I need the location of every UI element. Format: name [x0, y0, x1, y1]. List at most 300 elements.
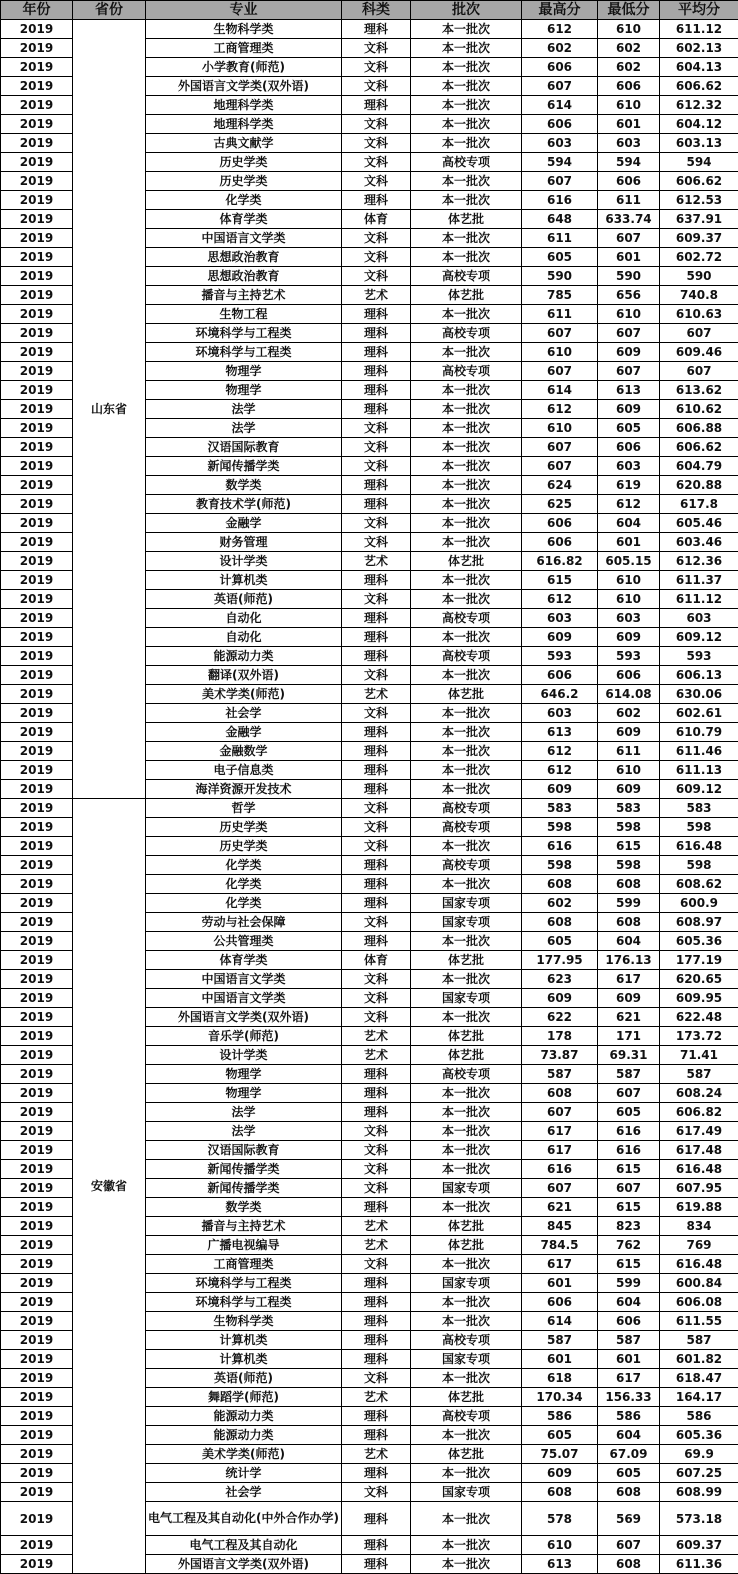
- cell-year: 2019: [1, 457, 73, 476]
- cell-category: 体育: [342, 210, 411, 229]
- cell-category: 理科: [342, 647, 411, 666]
- cell-avg-score: 619.88: [660, 1198, 738, 1217]
- cell-min-score: 617: [598, 1369, 660, 1388]
- cell-major: 公共管理类: [146, 932, 342, 951]
- cell-major: 哲学: [146, 799, 342, 818]
- cell-avg-score: 740.8: [660, 286, 738, 305]
- cell-avg-score: 583: [660, 799, 738, 818]
- cell-min-score: 612: [598, 495, 660, 514]
- cell-batch: 体艺批: [411, 685, 522, 704]
- cell-avg-score: 617.49: [660, 1122, 738, 1141]
- cell-category: 理科: [342, 932, 411, 951]
- cell-major: 思想政治教育: [146, 248, 342, 267]
- cell-batch: 本一批次: [411, 1312, 522, 1331]
- cell-max-score: 623: [522, 970, 598, 989]
- header-batch: 批次: [411, 1, 522, 20]
- cell-batch: 本一批次: [411, 1555, 522, 1574]
- cell-category: 理科: [342, 1331, 411, 1350]
- cell-avg-score: 607.95: [660, 1179, 738, 1198]
- cell-major: 物理学: [146, 362, 342, 381]
- cell-category: 理科: [342, 1103, 411, 1122]
- cell-avg-score: 605.36: [660, 932, 738, 951]
- cell-min-score: 610: [598, 571, 660, 590]
- cell-category: 理科: [342, 1502, 411, 1536]
- cell-max-score: 608: [522, 875, 598, 894]
- cell-max-score: 609: [522, 628, 598, 647]
- cell-max-score: 615: [522, 571, 598, 590]
- cell-year: 2019: [1, 381, 73, 400]
- cell-category: 理科: [342, 609, 411, 628]
- cell-batch: 本一批次: [411, 932, 522, 951]
- cell-avg-score: 609.12: [660, 780, 738, 799]
- cell-max-score: 614: [522, 381, 598, 400]
- cell-max-score: 170.34: [522, 1388, 598, 1407]
- cell-major: 思想政治教育: [146, 267, 342, 286]
- cell-min-score: 604: [598, 932, 660, 951]
- cell-avg-score: 604.79: [660, 457, 738, 476]
- cell-batch: 本一批次: [411, 628, 522, 647]
- cell-min-score: 599: [598, 1274, 660, 1293]
- cell-category: 艺术: [342, 1027, 411, 1046]
- cell-major: 音乐学(师范): [146, 1027, 342, 1046]
- cell-category: 理科: [342, 894, 411, 913]
- cell-major: 中国语言文学类: [146, 229, 342, 248]
- cell-batch: 本一批次: [411, 20, 522, 39]
- cell-major: 外国语言文学类(双外语): [146, 1008, 342, 1027]
- cell-major: 英语(师范): [146, 590, 342, 609]
- cell-category: 理科: [342, 571, 411, 590]
- cell-batch: 高校专项: [411, 362, 522, 381]
- cell-major: 生物科学类: [146, 1312, 342, 1331]
- cell-major: 电子信息类: [146, 761, 342, 780]
- cell-year: 2019: [1, 229, 73, 248]
- cell-major: 化学类: [146, 856, 342, 875]
- cell-category: 理科: [342, 400, 411, 419]
- cell-major: 化学类: [146, 894, 342, 913]
- cell-batch: 高校专项: [411, 647, 522, 666]
- cell-major: 物理学: [146, 381, 342, 400]
- cell-batch: 本一批次: [411, 666, 522, 685]
- cell-min-score: 606: [598, 1312, 660, 1331]
- cell-category: 文科: [342, 818, 411, 837]
- cell-major: 外国语言文学类(双外语): [146, 77, 342, 96]
- cell-max-score: 845: [522, 1217, 598, 1236]
- cell-major: 环境科学与工程类: [146, 1274, 342, 1293]
- cell-min-score: 611: [598, 742, 660, 761]
- cell-year: 2019: [1, 400, 73, 419]
- cell-year: 2019: [1, 1160, 73, 1179]
- cell-year: 2019: [1, 818, 73, 837]
- cell-avg-score: 600.84: [660, 1274, 738, 1293]
- cell-avg-score: 606.88: [660, 419, 738, 438]
- cell-province: 安徽省: [73, 799, 146, 1574]
- cell-major: 金融学: [146, 723, 342, 742]
- cell-min-score: 609: [598, 628, 660, 647]
- cell-batch: 本一批次: [411, 742, 522, 761]
- cell-major: 能源动力类: [146, 1426, 342, 1445]
- cell-major: 生物科学类: [146, 20, 342, 39]
- cell-category: 文科: [342, 153, 411, 172]
- cell-avg-score: 620.65: [660, 970, 738, 989]
- cell-category: 文科: [342, 438, 411, 457]
- cell-avg-score: 606.08: [660, 1293, 738, 1312]
- cell-min-score: 594: [598, 153, 660, 172]
- cell-min-score: 619: [598, 476, 660, 495]
- cell-batch: 本一批次: [411, 77, 522, 96]
- cell-major: 体育学类: [146, 210, 342, 229]
- cell-category: 艺术: [342, 1445, 411, 1464]
- cell-avg-score: 617.8: [660, 495, 738, 514]
- cell-max-score: 603: [522, 609, 598, 628]
- cell-category: 文科: [342, 1160, 411, 1179]
- cell-avg-score: 593: [660, 647, 738, 666]
- cell-major: 地理科学类: [146, 115, 342, 134]
- cell-year: 2019: [1, 191, 73, 210]
- cell-max-score: 598: [522, 856, 598, 875]
- cell-year: 2019: [1, 77, 73, 96]
- cell-year: 2019: [1, 666, 73, 685]
- cell-category: 理科: [342, 324, 411, 343]
- cell-min-score: 605: [598, 1103, 660, 1122]
- cell-year: 2019: [1, 704, 73, 723]
- cell-category: 艺术: [342, 1046, 411, 1065]
- cell-min-score: 606: [598, 666, 660, 685]
- cell-year: 2019: [1, 628, 73, 647]
- cell-min-score: 603: [598, 609, 660, 628]
- cell-batch: 本一批次: [411, 495, 522, 514]
- cell-max-score: 785: [522, 286, 598, 305]
- cell-batch: 本一批次: [411, 875, 522, 894]
- header-year: 年份: [1, 1, 73, 20]
- cell-batch: 本一批次: [411, 58, 522, 77]
- cell-max-score: 590: [522, 267, 598, 286]
- cell-batch: 本一批次: [411, 39, 522, 58]
- cell-major: 教育技术学(师范): [146, 495, 342, 514]
- cell-avg-score: 834: [660, 1217, 738, 1236]
- cell-year: 2019: [1, 1445, 73, 1464]
- cell-min-score: 609: [598, 723, 660, 742]
- cell-avg-score: 587: [660, 1065, 738, 1084]
- cell-major: 外国语言文学类(双外语): [146, 1555, 342, 1574]
- cell-batch: 体艺批: [411, 552, 522, 571]
- cell-category: 理科: [342, 761, 411, 780]
- cell-avg-score: 602.61: [660, 704, 738, 723]
- cell-category: 文科: [342, 1369, 411, 1388]
- cell-max-score: 614: [522, 96, 598, 115]
- cell-category: 理科: [342, 1407, 411, 1426]
- cell-major: 汉语国际教育: [146, 1141, 342, 1160]
- cell-major: 物理学: [146, 1084, 342, 1103]
- cell-avg-score: 600.9: [660, 894, 738, 913]
- cell-major: 统计学: [146, 1464, 342, 1483]
- cell-category: 理科: [342, 381, 411, 400]
- cell-year: 2019: [1, 1046, 73, 1065]
- cell-min-score: 603: [598, 457, 660, 476]
- cell-major: 小学教育(师范): [146, 58, 342, 77]
- header-row: [1, 1, 738, 20]
- cell-max-score: 624: [522, 476, 598, 495]
- cell-major: 法学: [146, 400, 342, 419]
- cell-batch: 国家专项: [411, 1350, 522, 1369]
- cell-min-score: 601: [598, 248, 660, 267]
- cell-year: 2019: [1, 286, 73, 305]
- cell-year: 2019: [1, 1388, 73, 1407]
- cell-avg-score: 603: [660, 609, 738, 628]
- cell-avg-score: 608.24: [660, 1084, 738, 1103]
- cell-category: 文科: [342, 666, 411, 685]
- cell-avg-score: 606.13: [660, 666, 738, 685]
- cell-max-score: 612: [522, 400, 598, 419]
- cell-min-score: 569: [598, 1502, 660, 1536]
- cell-year: 2019: [1, 1312, 73, 1331]
- cell-batch: 本一批次: [411, 172, 522, 191]
- cell-category: 文科: [342, 115, 411, 134]
- cell-major: 化学类: [146, 875, 342, 894]
- cell-max-score: 610: [522, 419, 598, 438]
- cell-batch: 国家专项: [411, 1483, 522, 1502]
- cell-avg-score: 617.48: [660, 1141, 738, 1160]
- cell-max-score: 606: [522, 533, 598, 552]
- cell-min-score: 610: [598, 590, 660, 609]
- cell-major: 历史学类: [146, 837, 342, 856]
- cell-batch: 本一批次: [411, 400, 522, 419]
- cell-max-score: 606: [522, 514, 598, 533]
- cell-batch: 体艺批: [411, 1445, 522, 1464]
- cell-major: 播音与主持艺术: [146, 286, 342, 305]
- cell-min-score: 171: [598, 1027, 660, 1046]
- cell-max-score: 586: [522, 1407, 598, 1426]
- cell-min-score: 606: [598, 77, 660, 96]
- cell-major: 社会学: [146, 704, 342, 723]
- cell-avg-score: 609.37: [660, 229, 738, 248]
- cell-year: 2019: [1, 742, 73, 761]
- cell-min-score: 608: [598, 875, 660, 894]
- cell-batch: 体艺批: [411, 1388, 522, 1407]
- cell-batch: 本一批次: [411, 514, 522, 533]
- cell-category: 理科: [342, 1198, 411, 1217]
- cell-category: 文科: [342, 77, 411, 96]
- cell-max-score: 178: [522, 1027, 598, 1046]
- cell-min-score: 598: [598, 818, 660, 837]
- cell-major: 化学类: [146, 191, 342, 210]
- cell-major: 新闻传播学类: [146, 1179, 342, 1198]
- cell-avg-score: 611.46: [660, 742, 738, 761]
- cell-min-score: 605.15: [598, 552, 660, 571]
- cell-avg-score: 586: [660, 1407, 738, 1426]
- cell-batch: 本一批次: [411, 723, 522, 742]
- cell-year: 2019: [1, 1274, 73, 1293]
- cell-max-score: 598: [522, 818, 598, 837]
- cell-min-score: 601: [598, 115, 660, 134]
- cell-year: 2019: [1, 172, 73, 191]
- cell-year: 2019: [1, 837, 73, 856]
- cell-max-score: 606: [522, 115, 598, 134]
- cell-min-score: 607: [598, 1536, 660, 1555]
- cell-batch: 体艺批: [411, 286, 522, 305]
- cell-avg-score: 611.36: [660, 1555, 738, 1574]
- cell-category: 艺术: [342, 1236, 411, 1255]
- cell-max-score: 75.07: [522, 1445, 598, 1464]
- cell-min-score: 762: [598, 1236, 660, 1255]
- cell-year: 2019: [1, 210, 73, 229]
- cell-year: 2019: [1, 552, 73, 571]
- cell-category: 文科: [342, 704, 411, 723]
- cell-year: 2019: [1, 115, 73, 134]
- cell-year: 2019: [1, 495, 73, 514]
- cell-max-score: 607: [522, 457, 598, 476]
- cell-category: 体育: [342, 951, 411, 970]
- cell-avg-score: 611.55: [660, 1312, 738, 1331]
- cell-batch: 高校专项: [411, 799, 522, 818]
- cell-batch: 高校专项: [411, 856, 522, 875]
- cell-batch: 本一批次: [411, 457, 522, 476]
- cell-batch: 体艺批: [411, 1027, 522, 1046]
- cell-max-score: 606: [522, 666, 598, 685]
- cell-category: 文科: [342, 590, 411, 609]
- cell-max-score: 607: [522, 172, 598, 191]
- cell-min-score: 607: [598, 1179, 660, 1198]
- cell-batch: 本一批次: [411, 1103, 522, 1122]
- cell-year: 2019: [1, 856, 73, 875]
- cell-category: 理科: [342, 1555, 411, 1574]
- cell-year: 2019: [1, 1464, 73, 1483]
- cell-batch: 高校专项: [411, 609, 522, 628]
- cell-max-score: 610: [522, 343, 598, 362]
- cell-category: 艺术: [342, 685, 411, 704]
- cell-max-score: 609: [522, 989, 598, 1008]
- cell-max-score: 614: [522, 1312, 598, 1331]
- cell-category: 理科: [342, 1350, 411, 1369]
- cell-major: 法学: [146, 1122, 342, 1141]
- cell-major: 播音与主持艺术: [146, 1217, 342, 1236]
- cell-max-score: 607: [522, 324, 598, 343]
- cell-max-score: 611: [522, 305, 598, 324]
- cell-batch: 本一批次: [411, 343, 522, 362]
- cell-min-score: 823: [598, 1217, 660, 1236]
- cell-year: 2019: [1, 1369, 73, 1388]
- cell-batch: 本一批次: [411, 1198, 522, 1217]
- cell-min-score: 67.09: [598, 1445, 660, 1464]
- cell-max-score: 602: [522, 894, 598, 913]
- cell-avg-score: 630.06: [660, 685, 738, 704]
- cell-min-score: 598: [598, 856, 660, 875]
- cell-min-score: 604: [598, 1426, 660, 1445]
- cell-year: 2019: [1, 1350, 73, 1369]
- cell-category: 理科: [342, 1312, 411, 1331]
- cell-year: 2019: [1, 970, 73, 989]
- cell-min-score: 606: [598, 172, 660, 191]
- cell-category: 文科: [342, 248, 411, 267]
- cell-avg-score: 598: [660, 856, 738, 875]
- cell-min-score: 605: [598, 419, 660, 438]
- cell-batch: 体艺批: [411, 1046, 522, 1065]
- cell-min-score: 610: [598, 761, 660, 780]
- cell-avg-score: 769: [660, 1236, 738, 1255]
- cell-avg-score: 607.25: [660, 1464, 738, 1483]
- cell-max-score: 606: [522, 58, 598, 77]
- cell-batch: 体艺批: [411, 210, 522, 229]
- cell-min-score: 633.74: [598, 210, 660, 229]
- cell-category: 理科: [342, 856, 411, 875]
- cell-min-score: 609: [598, 989, 660, 1008]
- cell-avg-score: 612.53: [660, 191, 738, 210]
- cell-batch: 本一批次: [411, 1464, 522, 1483]
- cell-max-score: 603: [522, 134, 598, 153]
- cell-avg-score: 602.72: [660, 248, 738, 267]
- cell-max-score: 603: [522, 704, 598, 723]
- cell-category: 理科: [342, 628, 411, 647]
- cell-min-score: 615: [598, 837, 660, 856]
- cell-year: 2019: [1, 39, 73, 58]
- cell-avg-score: 606.62: [660, 172, 738, 191]
- cell-year: 2019: [1, 1122, 73, 1141]
- cell-category: 理科: [342, 723, 411, 742]
- cell-major: 数学类: [146, 1198, 342, 1217]
- cell-max-score: 605: [522, 1426, 598, 1445]
- cell-batch: 本一批次: [411, 970, 522, 989]
- cell-year: 2019: [1, 1502, 73, 1536]
- cell-category: 理科: [342, 1084, 411, 1103]
- cell-year: 2019: [1, 96, 73, 115]
- header-category: 科类: [342, 1, 411, 20]
- cell-batch: 高校专项: [411, 1065, 522, 1084]
- cell-min-score: 599: [598, 894, 660, 913]
- cell-major: 翻译(双外语): [146, 666, 342, 685]
- cell-year: 2019: [1, 58, 73, 77]
- cell-year: 2019: [1, 20, 73, 39]
- cell-min-score: 603: [598, 134, 660, 153]
- cell-major: 新闻传播学类: [146, 457, 342, 476]
- cell-year: 2019: [1, 1236, 73, 1255]
- cell-year: 2019: [1, 1065, 73, 1084]
- cell-batch: 本一批次: [411, 1293, 522, 1312]
- cell-batch: 本一批次: [411, 229, 522, 248]
- cell-batch: 体艺批: [411, 951, 522, 970]
- cell-year: 2019: [1, 1407, 73, 1426]
- cell-batch: 本一批次: [411, 1255, 522, 1274]
- cell-major: 电气工程及其自动化(中外合作办学): [146, 1502, 342, 1536]
- cell-min-score: 587: [598, 1065, 660, 1084]
- header-major: 专业: [146, 1, 342, 20]
- cell-batch: 本一批次: [411, 1369, 522, 1388]
- cell-year: 2019: [1, 761, 73, 780]
- cell-category: 文科: [342, 134, 411, 153]
- cell-min-score: 606: [598, 438, 660, 457]
- table-row: [1, 20, 738, 39]
- cell-avg-score: 71.41: [660, 1046, 738, 1065]
- cell-year: 2019: [1, 419, 73, 438]
- cell-min-score: 656: [598, 286, 660, 305]
- cell-min-score: 156.33: [598, 1388, 660, 1407]
- cell-batch: 本一批次: [411, 419, 522, 438]
- cell-batch: 本一批次: [411, 476, 522, 495]
- cell-batch: 本一批次: [411, 1536, 522, 1555]
- cell-major: 设计学类: [146, 1046, 342, 1065]
- cell-major: 能源动力类: [146, 1407, 342, 1426]
- cell-major: 自动化: [146, 609, 342, 628]
- cell-avg-score: 602.13: [660, 39, 738, 58]
- cell-batch: 高校专项: [411, 1407, 522, 1426]
- cell-avg-score: 605.46: [660, 514, 738, 533]
- cell-year: 2019: [1, 343, 73, 362]
- cell-year: 2019: [1, 1179, 73, 1198]
- cell-avg-score: 601.82: [660, 1350, 738, 1369]
- cell-category: 文科: [342, 457, 411, 476]
- cell-avg-score: 618.47: [660, 1369, 738, 1388]
- cell-year: 2019: [1, 913, 73, 932]
- cell-batch: 本一批次: [411, 438, 522, 457]
- header-province: 省份: [73, 1, 146, 20]
